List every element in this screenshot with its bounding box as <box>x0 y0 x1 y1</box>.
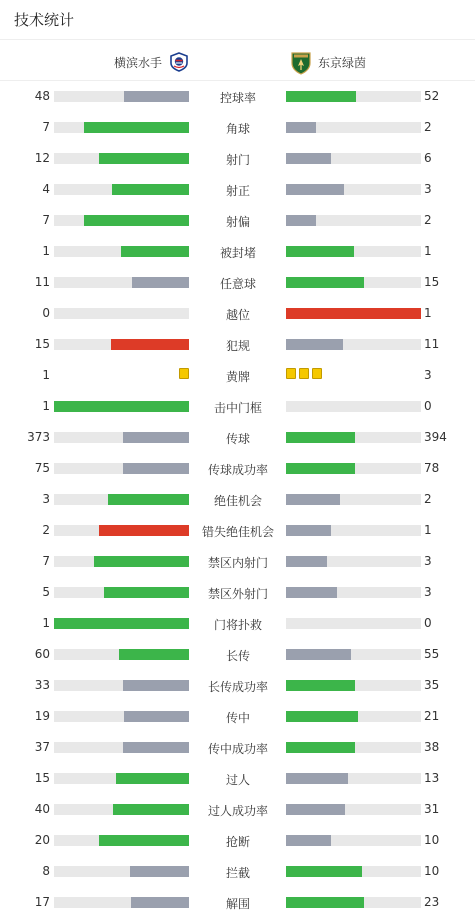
home-stat-bar <box>99 525 189 536</box>
away-stat-bar-track <box>286 339 421 350</box>
stat-label: 犯规 <box>225 339 250 353</box>
away-stat-bar-track <box>286 463 421 474</box>
away-stat-bar <box>286 556 327 567</box>
stat-row <box>0 484 475 515</box>
away-stat-bar-track <box>286 432 421 443</box>
yellow-card-icon <box>179 368 189 379</box>
home-stat-bar <box>123 463 189 474</box>
home-stat-value: 48 <box>34 89 50 103</box>
home-stat-bar-track <box>54 215 189 226</box>
away-stat-bar-track <box>286 649 421 660</box>
home-stat-value: 7 <box>42 120 50 134</box>
home-stat-bar-track <box>54 525 189 536</box>
away-stat-value: 6 <box>424 151 432 165</box>
stat-row <box>0 546 475 577</box>
away-stat-bar-track <box>286 618 421 629</box>
home-team-name: 横滨水手 <box>113 55 162 70</box>
away-stat-value: 11 <box>424 337 440 351</box>
away-stat-value: 38 <box>424 740 440 754</box>
away-stat-bar-track <box>286 866 421 877</box>
home-stat-bar <box>54 401 189 412</box>
stat-label: 射门 <box>225 153 250 167</box>
stat-row <box>0 267 475 298</box>
away-stat-bar-track <box>286 742 421 753</box>
home-stat-value: 60 <box>34 647 50 661</box>
away-stat-value: 15 <box>424 275 440 289</box>
away-stat-bar <box>286 153 331 164</box>
stats-header <box>0 0 475 40</box>
stat-label: 越位 <box>225 308 250 322</box>
home-stat-bar <box>124 91 189 102</box>
away-stat-bar-track <box>286 680 421 691</box>
home-stat-value: 373 <box>27 430 50 444</box>
stat-row <box>0 174 475 205</box>
away-stat-value: 3 <box>424 585 432 599</box>
away-stat-bar <box>286 866 362 877</box>
stat-row <box>0 360 475 391</box>
away-stat-value: 2 <box>424 213 432 227</box>
away-stat-bar <box>286 432 355 443</box>
home-stat-bar-track <box>54 91 189 102</box>
away-stat-value: 394 <box>424 430 447 444</box>
away-stat-bar-track <box>286 91 421 102</box>
home-stat-bar-track <box>54 308 189 319</box>
stat-row <box>0 732 475 763</box>
away-stat-bar <box>286 91 356 102</box>
home-stat-bar-track <box>54 618 189 629</box>
home-stat-bar-track <box>54 866 189 877</box>
yellow-card-icon <box>312 368 322 379</box>
away-stat-bar-track <box>286 277 421 288</box>
away-stat-bar-track <box>286 587 421 598</box>
stat-label: 控球率 <box>219 91 256 105</box>
home-stat-bar <box>113 804 189 815</box>
stat-row <box>0 422 475 453</box>
away-stat-value: 13 <box>424 771 440 785</box>
stat-label: 角球 <box>225 122 250 136</box>
stat-label: 错失绝佳机会 <box>201 525 274 539</box>
home-stat-bar-track <box>54 153 189 164</box>
home-stat-value: 5 <box>42 585 50 599</box>
home-stat-bar <box>119 649 189 660</box>
away-stat-bar-track <box>286 153 421 164</box>
away-team[interactable] <box>290 51 366 73</box>
home-stat-value: 1 <box>42 616 50 630</box>
home-stat-bar <box>104 587 189 598</box>
away-stat-value: 21 <box>424 709 440 723</box>
home-stat-value: 17 <box>34 895 50 909</box>
home-stat-bar-track <box>54 246 189 257</box>
home-stat-bar <box>54 618 189 629</box>
away-stat-value: 35 <box>424 678 440 692</box>
home-stat-bar-track <box>54 587 189 598</box>
stat-label: 射正 <box>225 184 250 198</box>
home-stat-value: 1 <box>42 399 50 413</box>
home-stat-bar-track <box>54 339 189 350</box>
home-stat-bar <box>116 773 189 784</box>
home-yellow-cards <box>179 368 189 381</box>
home-stat-value: 11 <box>34 275 50 289</box>
stat-label: 解围 <box>225 897 250 911</box>
away-stat-bar-track <box>286 773 421 784</box>
home-stat-bar-track <box>54 122 189 133</box>
away-stat-bar-track <box>286 525 421 536</box>
home-stat-value: 15 <box>34 337 50 351</box>
stat-label: 击中门框 <box>213 401 262 415</box>
away-stat-bar <box>286 897 364 908</box>
away-stat-bar-track <box>286 711 421 722</box>
home-stat-bar <box>124 711 189 722</box>
home-stat-bar <box>123 742 189 753</box>
stat-row <box>0 391 475 422</box>
away-stat-value: 1 <box>424 523 432 537</box>
stat-row <box>0 701 475 732</box>
away-stat-bar <box>286 587 337 598</box>
away-stat-bar <box>286 339 343 350</box>
home-stat-bar-track <box>54 432 189 443</box>
page-title: 技术统计 <box>14 11 75 29</box>
home-stat-bar-track <box>54 649 189 660</box>
home-stat-value: 1 <box>42 368 50 382</box>
stat-row <box>0 887 475 918</box>
stat-row <box>0 112 475 143</box>
home-stat-value: 20 <box>34 833 50 847</box>
home-stat-bar-track <box>54 556 189 567</box>
away-yellow-cards <box>286 368 322 381</box>
away-stat-bar-track <box>286 556 421 567</box>
stat-row <box>0 856 475 887</box>
stat-label: 拦截 <box>225 866 250 880</box>
away-stat-bar-track <box>286 122 421 133</box>
stat-label: 绝佳机会 <box>213 494 262 508</box>
away-stat-value: 55 <box>424 647 440 661</box>
away-stat-value: 3 <box>424 182 432 196</box>
stat-row <box>0 236 475 267</box>
stat-row <box>0 515 475 546</box>
home-stat-bar <box>84 122 189 133</box>
home-stat-value: 7 <box>42 554 50 568</box>
stat-label: 抢断 <box>225 835 250 849</box>
home-stat-bar-track <box>54 742 189 753</box>
home-stat-bar-track <box>54 401 189 412</box>
away-stat-bar-track <box>286 401 421 412</box>
stat-label: 门将扑救 <box>213 618 262 632</box>
away-stat-bar <box>286 246 354 257</box>
away-stat-value: 2 <box>424 120 432 134</box>
home-stat-bar <box>130 866 189 877</box>
away-stat-bar <box>286 308 421 319</box>
home-stat-bar-track <box>54 711 189 722</box>
home-stat-value: 3 <box>42 492 50 506</box>
stat-row <box>0 825 475 856</box>
away-stat-bar-track <box>286 494 421 505</box>
home-stat-bar <box>123 680 189 691</box>
away-stat-value: 3 <box>424 554 432 568</box>
tokyo-verdy-crest-icon <box>290 51 312 73</box>
home-stat-value: 75 <box>34 461 50 475</box>
away-stat-bar-track <box>286 897 421 908</box>
home-stat-bar-track <box>54 897 189 908</box>
away-stat-bar <box>286 463 355 474</box>
home-stat-value: 40 <box>34 802 50 816</box>
away-stat-bar-track <box>286 308 421 319</box>
away-stat-bar <box>286 742 355 753</box>
stat-row <box>0 763 475 794</box>
home-stat-bar <box>84 215 189 226</box>
stat-row <box>0 794 475 825</box>
home-stat-value: 4 <box>42 182 50 196</box>
stat-label: 过人 <box>225 773 250 787</box>
home-stat-bar <box>121 246 189 257</box>
home-stat-value: 0 <box>42 306 50 320</box>
stat-label: 任意球 <box>219 277 256 291</box>
home-stat-bar <box>112 184 189 195</box>
away-stat-bar <box>286 835 331 846</box>
home-stat-value: 15 <box>34 771 50 785</box>
home-stat-value: 7 <box>42 213 50 227</box>
stat-label: 长传 <box>225 649 250 663</box>
home-stat-value: 37 <box>34 740 50 754</box>
away-stat-bar <box>286 711 358 722</box>
away-stat-bar <box>286 773 348 784</box>
home-stat-value: 1 <box>42 244 50 258</box>
home-stat-bar-track <box>54 680 189 691</box>
away-stat-value: 23 <box>424 895 440 909</box>
away-stat-bar <box>286 494 340 505</box>
yokohama-marinos-crest-icon <box>168 51 190 73</box>
away-stat-value: 31 <box>424 802 440 816</box>
home-stat-bar <box>99 153 189 164</box>
stat-row <box>0 608 475 639</box>
away-stat-bar <box>286 804 345 815</box>
yellow-card-icon <box>299 368 309 379</box>
stat-label: 过人成功率 <box>207 804 268 818</box>
home-stat-bar <box>111 339 189 350</box>
away-stat-value: 52 <box>424 89 440 103</box>
away-stat-value: 3 <box>424 368 432 382</box>
home-stat-bar <box>94 556 189 567</box>
stat-row <box>0 639 475 670</box>
away-stat-bar-track <box>286 184 421 195</box>
away-stat-value: 0 <box>424 399 432 413</box>
away-stat-value: 78 <box>424 461 440 475</box>
away-stat-bar-track <box>286 804 421 815</box>
stat-label: 被封堵 <box>219 246 256 260</box>
home-stat-value: 2 <box>42 523 50 537</box>
stat-label: 黄牌 <box>225 370 250 384</box>
away-stat-bar-track <box>286 215 421 226</box>
away-stat-value: 10 <box>424 833 440 847</box>
home-stat-bar <box>99 835 189 846</box>
home-stat-bar <box>132 277 189 288</box>
teams-bar <box>0 40 475 81</box>
away-stat-bar <box>286 122 316 133</box>
home-stat-bar-track <box>54 494 189 505</box>
away-stat-bar <box>286 649 351 660</box>
away-stat-bar-track <box>286 246 421 257</box>
stat-row <box>0 670 475 701</box>
home-stat-bar-track <box>54 835 189 846</box>
home-stat-bar <box>131 897 189 908</box>
stat-row <box>0 329 475 360</box>
stat-row <box>0 81 475 112</box>
stat-row <box>0 205 475 236</box>
away-stat-value: 2 <box>424 492 432 506</box>
stat-label: 传中成功率 <box>207 742 268 756</box>
stat-row <box>0 143 475 174</box>
away-stat-bar <box>286 525 331 536</box>
away-stat-value: 10 <box>424 864 440 878</box>
stat-row <box>0 577 475 608</box>
away-stat-value: 0 <box>424 616 432 630</box>
home-stat-bar-track <box>54 277 189 288</box>
stat-label: 传球 <box>225 432 250 446</box>
home-stat-value: 19 <box>34 709 50 723</box>
away-stat-bar <box>286 277 364 288</box>
away-stat-bar <box>286 184 344 195</box>
home-stat-bar-track <box>54 184 189 195</box>
yellow-card-icon <box>286 368 296 379</box>
away-stat-bar <box>286 215 316 226</box>
away-team-name: 东京绿茵 <box>318 55 367 70</box>
home-stat-value: 8 <box>42 864 50 878</box>
stat-row <box>0 453 475 484</box>
home-stat-bar-track <box>54 463 189 474</box>
stat-label: 传中 <box>225 711 250 725</box>
away-stat-bar <box>286 680 355 691</box>
stat-row <box>0 298 475 329</box>
stat-label: 禁区外射门 <box>207 587 268 601</box>
away-stat-bar-track <box>286 835 421 846</box>
stat-label: 射偏 <box>225 215 250 229</box>
stat-label: 传球成功率 <box>207 463 268 477</box>
stat-label: 禁区内射门 <box>207 556 268 570</box>
home-stat-bar-track <box>54 773 189 784</box>
home-stat-value: 12 <box>34 151 50 165</box>
away-stat-value: 1 <box>424 306 432 320</box>
home-stat-bar <box>108 494 189 505</box>
home-stat-bar <box>123 432 189 443</box>
home-stat-bar-track <box>54 804 189 815</box>
stat-label: 长传成功率 <box>207 680 268 694</box>
home-stat-value: 33 <box>34 678 50 692</box>
home-team[interactable] <box>114 51 190 73</box>
away-stat-value: 1 <box>424 244 432 258</box>
